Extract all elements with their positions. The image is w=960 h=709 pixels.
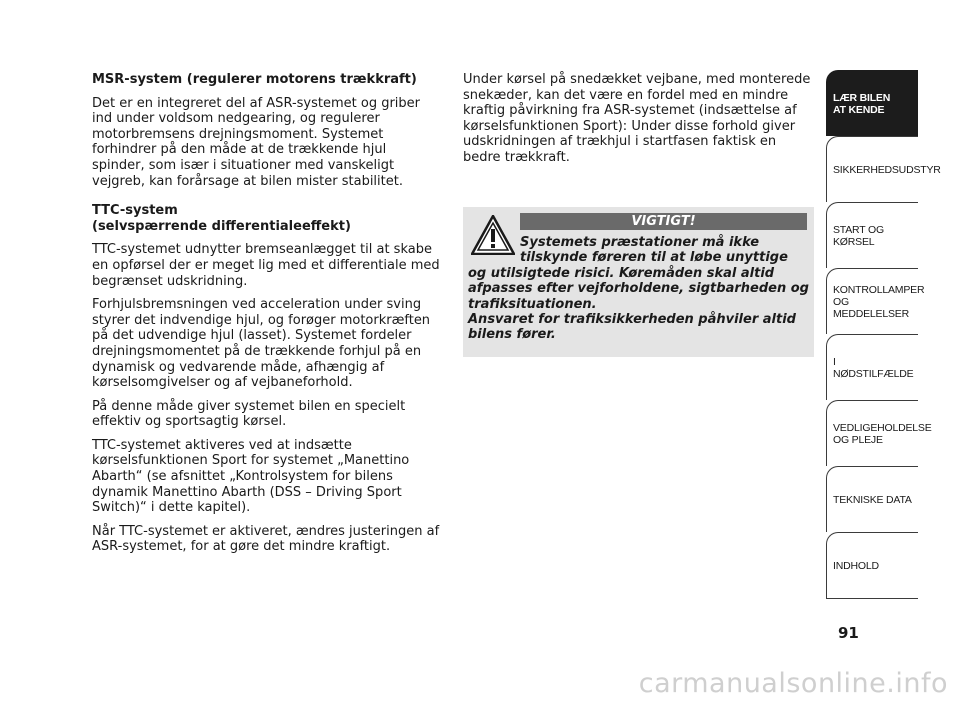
warning-line-1: Systemets præstationer må ikke [520,235,760,250]
tab-start-og-korsel[interactable]: START OG KØRSEL [826,202,918,268]
tabs-bottom-rule [826,598,918,613]
snow-paragraph: Under kørsel på snedækket vejbane, med monterede snekæder, kan det være en fordel med en mindre kraftig påvirkning fra ASR-systemet (indsættelse af kørselsfunktionen Sport): Under disse forhold giver udskridningen af trækhjul i startfasen faktisk en bedre trækkraft. [463,72,811,165]
warning-banner: VIGTIGT! [520,213,807,230]
warning-text [468,235,811,343]
page-number: 91 [838,624,859,642]
tab-indhold[interactable]: INDHOLD [826,532,918,598]
msr-heading: MSR-system (regulerer motorens trækkraft) [92,72,417,87]
left-column [92,72,442,563]
warning-line-rest2: Ansvaret for trafiksikkerheden påhviler altid bilens fører. [468,312,796,343]
tab-vedligeholdelse[interactable]: VEDLIGEHOLDELSE OG PLEJE [826,400,918,466]
ttc-heading [92,203,442,234]
ttc-paragraph-5: Når TTC-systemet er aktiveret, ændres justeringen af ASR-systemet, for at gøre det mindre kraftigt. [92,523,440,555]
tab-i-nodstilfaelde[interactable]: I NØDSTILFÆLDE [826,334,918,400]
ttc-paragraph-3: På denne måde giver systemet bilen en specielt effektiv og sportsagtig kørsel. [92,398,406,430]
tab-laer-bilen-at-kende[interactable]: LÆR BILEN AT KENDE [826,70,918,136]
ttc-heading-line1: TTC-system [92,203,178,219]
warning-line-2: tilskynde føreren til at løbe unyttige [520,250,788,266]
right-column [463,72,815,174]
warning-line-rest: og utilsigtede risici. Køremåden skal altid afpasses efter vejforholdene, sigtbarheden og trafiksituationen. [468,265,809,312]
watermark: carmanualsonline.info [638,668,948,699]
tab-sikkerhedsudstyr[interactable]: SIKKERHEDSUDSTYR [826,136,918,202]
msr-paragraph: Det er en integreret del af ASR-systemet og griber ind under voldsom nedgearing, og regulerer motorbremsens drejningsmoment. Systemet forhindrer på den måde at de trækkende hjul spinder, som især i situationer med vanskeligt vejgreb, kan forårsage at bilen mister stabilitet. [92,95,421,189]
chapter-tabs [826,70,941,613]
ttc-paragraph-1: TTC-systemet udnytter bremseanlægget til at skabe en opførsel der er meget lig med et differentiale med begrænset udskridning. [92,242,440,289]
ttc-paragraph-2: Forhjulsbremsningen ved acceleration under sving styrer det indvendige hjul, og forøger motorkræften på det udvendige hjul (lasset). Systemet fordeler drejningsmomentet på de trækkende forhjul på en dynamisk og vedvarende måde, afhængig af kørselsomgivelser og af vejbaneforhold. [92,297,431,391]
ttc-paragraph-4: TTC-systemet aktiveres ved at indsætte kørselsfunktionen Sport for systemet „Manettino Abarth“ (se afsnittet „Kontrolsystem for bilens dynamik Manettino Abarth (DSS – Driving Sport Switch)“ i dette kapitel). [92,437,410,516]
tab-kontrollamper[interactable]: KONTROLLAMPER OG MEDDELELSER [826,268,918,334]
warning-box [463,207,814,357]
tab-tekniske-data[interactable]: TEKNISKE DATA [826,466,918,532]
ttc-heading-line2: (selvspærrende differentialeeffekt) [92,218,351,234]
